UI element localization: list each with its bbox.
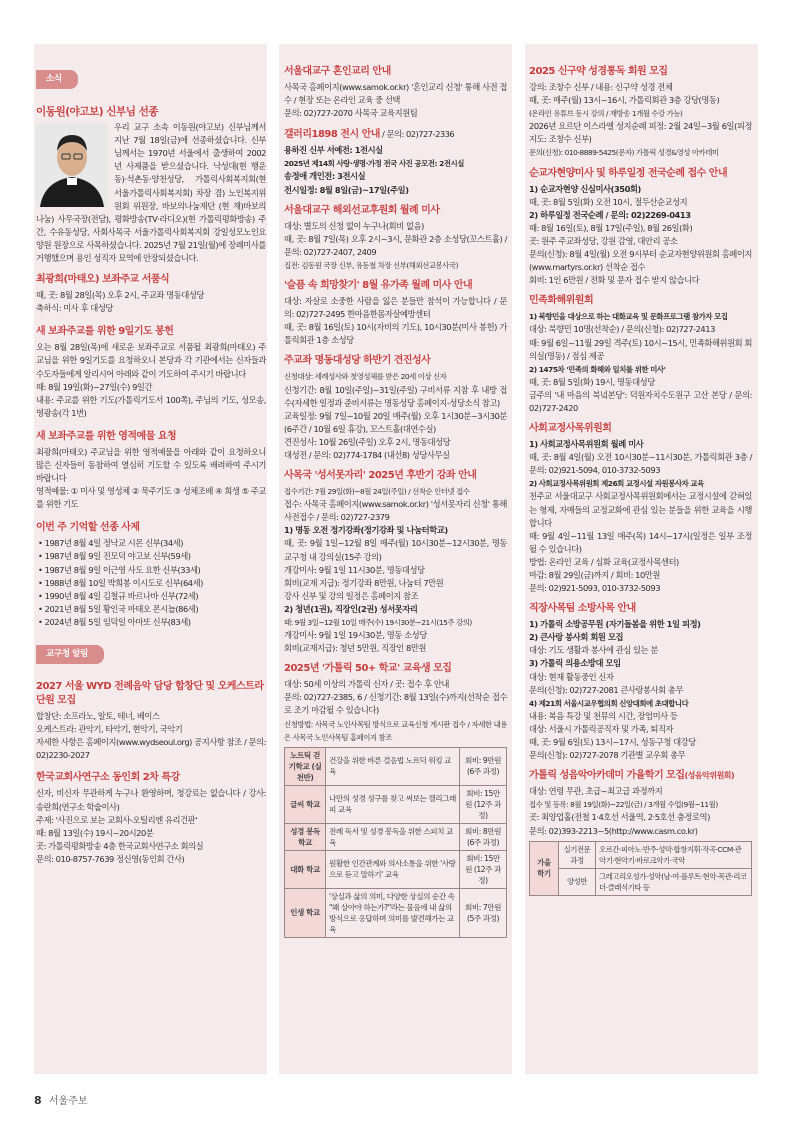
reconciliation-line: 금주의 '내 마음의 북녘본당': 덕원자치수도원구 고산 본당 / 문의: 02)727-2420 xyxy=(529,389,752,413)
bible-course-line: 회비(교재지급): 청년 5만원, 직장인 8만원 xyxy=(284,643,426,654)
bereaved-mass-body: 대상: 자살로 소중한 사람을 잃은 분들만 참석이 가능합니다 / 문의: 02)727-2495 한마음한몸자살예방센터 xyxy=(284,296,507,320)
church-history-date: 때: 8월 13일(수) 19시~20시20분 xyxy=(36,827,154,838)
reconciliation-line: 때, 곳: 8월 5일(화) 19시, 명동대성당 xyxy=(529,376,655,387)
correction-line: 방법: 온라인 교육 / 심화 교육(교정사목센터) xyxy=(529,556,679,567)
gallery-title-text: 갤러리1898 전시 안내 xyxy=(284,129,380,141)
church-history-title: 한국교회사연구소 동인회 2차 특강 xyxy=(36,772,180,784)
obituary-body: 우리 교구 소속 이동원(야고보) 신부님께서 지난 7월 18일(금)에 선종하셨습니다. 신부님께서는 1970년 서울에서 출생하여 2002년 사제품을 받으셨습니다. 낙성대(현 행운동)·석촌동·양천성당, 가톨릭사회복지회(현 서울가톨릭사회복지회) 차장 겸) 노인복지위원회 위원장, 바보의나눔재단 (현 재)바보의 나눔) 사무국장(전담), 평화방송(TV·라디오)(현 가톨릭평화방송) 주간, 수유동성당, 사회사목국 서울가톨릭사회복지회 강일성모노인요양원 원장으로 사목하셨습니다. 2025년 7월 21일(월)에 장례미사를 거행했으며 용인 성직자 묘역에 안장되셨습니다. xyxy=(36,122,266,264)
senior-school-line: 문의: 02)727-2385, 6 / 신청기간: 8월 13일(수)까지(선착순 접수로 조기 마감될 수 있습니다) xyxy=(284,692,507,716)
firefighter-line: 내용: 복음 특강 및 천뮤의 시간, 장엄미사 등 xyxy=(529,710,678,721)
bible-course-sub: 1) 명동 오전 정기강좌(정기강좌 및 나눔터학교) xyxy=(284,525,448,536)
ordination-celebration: 축하식: 미사 후 대성당 xyxy=(36,303,113,314)
correction-line: 때, 곳: 8월 4일(월) 오전 10시30분~11시30분, 가톨릭회관 3층 / 문의: 02)921-5094, 010-3732-5093 xyxy=(529,452,752,476)
novena-title: 새 보좌주교를 위한 9일기도 봉헌 xyxy=(36,326,174,338)
correction-line: 천주교 서울대교구 사회교정사목위원회에서는 교정시설에 갇혀있는 형제, 자매들의 교정교화에 관심 있는 분들을 위한 교육을 시행합니다 xyxy=(529,491,752,528)
priest-portrait xyxy=(36,123,108,207)
table-cell-key: 실기전문 과정 xyxy=(559,841,596,868)
bible-course-line: 개강미사: 9월 1일 11시30분, 명동대성당 xyxy=(284,564,425,575)
table-cell-key: 양성반 xyxy=(559,868,596,895)
confirmation-line: 교육일정: 9월 7일~10월 20일 매주(월) 오후 1시30분~3시30분(6주간 / 10월 6일 휴강), 꼬스트홀(대연수실) xyxy=(284,410,507,434)
bible-reading-line: 2026년 요르단 이스라엘 성지순례 피정: 2월 24일~3월 6일(피정지도: 조창수 신부) xyxy=(529,121,752,145)
gallery-title xyxy=(284,127,507,142)
bible-course-sub: 2) 청년(1권), 직장인(2권) 성서못자리 xyxy=(284,603,418,614)
brand-name: 서울주보 xyxy=(48,1096,88,1107)
table-cell-key: 대화 학교 xyxy=(285,850,326,888)
bible-course-title: 사목국 '성서못자리' 2025년 후반기 강좌 안내 xyxy=(284,470,477,482)
firefighter-line: 대상: 현재 활동중인 신자 xyxy=(529,671,614,682)
bereaved-mass-title: '슬픔 속 희망찾기' 8월 유가족 월례 미사 안내 xyxy=(284,280,473,292)
reconciliation-title: 민족화해위원회 xyxy=(529,295,594,307)
table-cell-fee: 회비: 9만원 (6주 과정) xyxy=(460,747,507,785)
pilgrimage-title: 순교자현양미사 및 하루일정 전국순례 접수 안내 xyxy=(529,167,728,179)
reconciliation-line: 때: 9월 6일~11월 29일 격주(토) 10시~15시, 민족화해위원회 회의실(명동) / 점심 제공 xyxy=(529,337,752,361)
ordination-title: 최광희(마태오) 보좌주교 서품식 xyxy=(36,274,170,286)
confirmation-title: 주교좌 명동대성당 하반기 견진성사 xyxy=(284,355,431,367)
table-cell-key: 성경 봉독학교 xyxy=(285,823,326,850)
gallery-line: 전시일정: 8월 8일(금)~17일(주일) xyxy=(284,184,409,195)
correction-sub: 1) 사회교정사목위원회 월례 미사 xyxy=(529,439,644,450)
pilgrimage-line: 때, 곳: 8월 5일(화) 오전 10시, 절두산순교성지 xyxy=(529,196,688,207)
mission-mass-time: 때, 곳: 8월 7일(목) 오후 2시~3시, 문화관 2층 소성당(꼬스트홀) / 문의: 02)727-2407, 2409 xyxy=(284,233,507,257)
firefighter-line: 문의(신청): 02)727-2078 기관별 교우회 총무 xyxy=(529,750,686,761)
marriage-body: 사목국 홈페이지(www.samok.or.kr) '혼인교리 신청' 통해 사전 접수 / 현장 또는 온라인 교육 중 선택 xyxy=(284,82,507,106)
bible-course-line: 개강미사: 9월 1일 19시30분, 명동 소성당 xyxy=(284,630,427,641)
bible-course-line: 접수: 사목국 홈페이지(www.samok.or.kr) '성서못자리 신청' 통해 사전접수 / 문의: 02)727-2379 xyxy=(284,499,507,523)
spiritual-gift-title: 새 보좌주교를 위한 영적예물 요청 xyxy=(36,430,177,442)
mission-mass-celebrant: 집전: 김동원 국장 신부, 유동철 차장 신부(해외선교봉사국) xyxy=(284,260,459,270)
music-academy-line: 문의: 02)393-2213~5(http://www.casm.co.kr) xyxy=(529,825,698,836)
correction-title: 사회교정사목위원회 xyxy=(529,423,612,435)
table-cell-key: 인생 학교 xyxy=(285,888,326,937)
table-cell-fee: 회비: 15만원 (12주 과정) xyxy=(460,785,507,823)
music-academy-title-text: 가톨릭 성음악아카데미 가을학기 모집 xyxy=(529,770,685,782)
novena-content: 내용: 주교를 위한 기도(가톨릭기도서 100쪽), 주님의 기도, 성모송, 영광송(각 1번) xyxy=(36,394,266,418)
senior-school-line: 신청방법: 사목국 노인사목팀 방식으로 교육신청 게시판 접수 / 자세한 내용은 사목국 노인사목팀 홈페이지 참조 xyxy=(284,719,507,742)
bible-reading-line: 문의(신청): 010-8889-5425(문자) 가톨릭 성경&영성 아카데미 xyxy=(529,148,719,158)
music-academy-line: 대상: 연령 무관, 초급~최고급 과정까지 xyxy=(529,786,663,797)
church-history-topic: 주제: '사진으로 보는 교회사-오틸리엔 유리건판' xyxy=(36,814,198,825)
firefighter-sub: 1) 가톨릭 소방공무원 (자기돌봄을 위한 1일 피정) xyxy=(529,619,701,630)
ordination-time: 때, 곳: 8월 28일(목) 오후 2시, 주교좌 명동대성당 xyxy=(36,290,204,301)
obituary-title: 이동원(야고보) 신부님 선종 xyxy=(36,106,159,119)
pilgrimage-line: 문의(신청): 8월 4일(월) 오전 9시부터 순교자현양위원회 홈페이지(www.martyrs.or.kr) 선착순 접수 xyxy=(529,249,752,273)
music-academy-title xyxy=(529,769,752,783)
pilgrimage-line: 때: 8월 16일(토), 8월 17일(주일), 8월 26일(화) xyxy=(529,222,693,233)
table-cell-value: 그레고리오성가·성악(남·여·플루트·현악·목관·리코더·클래식기타 등 xyxy=(596,868,752,895)
bible-reading-line: 때, 곳: 매주(월) 13시~16시, 가톨릭회관 3층 강당(명동) xyxy=(529,95,720,106)
section-tab-news: 소식 xyxy=(36,70,78,89)
table-row xyxy=(285,888,507,937)
page-footer xyxy=(34,1092,87,1107)
bible-course-line: 때: 9월 3일~12월 10일 매주(수) 19시30분~21시(15주 강의) xyxy=(284,618,472,627)
gallery-line: 2025년 제14회 사랑·생명·가정 전국 사진 공모전: 2전시실 xyxy=(284,159,464,169)
bible-reading-line: 강의: 조창수 신부 / 내용: 신구약 성경 전체 xyxy=(529,82,673,92)
novena-body: 오는 8월 28일(목)에 새로운 보좌주교로 서품될 최광희(마태오) 주교님을 위한 9일기도를 요청하오니 본당과 각 기관에서는 신자들과 수도자들에게 알리시어 아래와 같이 기도하여 주시기 바랍니다 xyxy=(36,342,266,379)
pilgrimage-sub: 1) 순교자현양 신심미사(350회) xyxy=(529,183,641,194)
wyd-orchestra: 오케스트라: 관악기, 타악기, 현악기, 국악기 xyxy=(36,724,183,735)
correction-sub: 2) 사회교정사목위원회 제26회 교정시설 자원봉사자 교육 xyxy=(529,479,704,489)
firefighter-sub: 2) 큰사랑 봉사회 회원 모집 xyxy=(529,632,624,643)
bible-course-line: 때, 곳: 9월 1일~12월 8일 매주(월) 10시30분~12시30분, 명동 교구청 내 강의실(15주 강의) xyxy=(284,538,507,562)
memorial-item: • 1987년 8월 4일 정낙교 시몬 신부(34세) xyxy=(36,537,266,550)
section-tab-notice: 교구청 알림 xyxy=(36,645,104,664)
pilgrimage-sub: 2) 하루일정 전국순례 / 문의: 02)2269-0413 xyxy=(529,209,691,220)
confirmation-line: 신청대상: 세례성사와 첫영성체를 받은 20세 이상 신자 xyxy=(284,372,447,382)
marriage-title: 서울대교구 혼인교리 안내 xyxy=(284,66,391,77)
table-cell-desc: 전례 독서 및 성경 봉독을 위한 스피치 교육 xyxy=(326,823,460,850)
firefighter-line: 대상: 기도 생활과 봉사에 관심 있는 분 xyxy=(529,645,658,656)
table-row xyxy=(530,868,752,895)
table-cell-desc: '상실과 삶의 의미, 다양한 상실의 순간 속 "왜 살아야 하는가?"라는 물음에 내 삶의 방식으로 응답하며 의미를 발견해가는 교육 xyxy=(326,888,460,937)
bible-course-line: 접수기간: 7월 29일(화)~8월 24일(주일) / 선착순 인터넷 접수 xyxy=(284,487,470,497)
firefighter-line: 때, 곳: 9월 6일(토) 13시~17시, 성동구청 대강당 xyxy=(529,737,696,748)
senior-school-title: 2025년 '가톨릭 50+ 학교' 교육생 모집 xyxy=(284,663,452,675)
middle-column xyxy=(284,58,507,938)
table-cell-fee: 회비: 7만원 (5주 과정) xyxy=(460,888,507,937)
table-cell-desc: 건강을 위한 바른 걸음법 노르딕 워킹 교육 xyxy=(326,747,460,785)
novena-date: 때: 8월 19일(화)~27일(수) 9일간 xyxy=(36,381,153,392)
table-row xyxy=(285,823,507,850)
gallery-title-contact: / 문의: 02)727-2336 xyxy=(379,129,455,140)
memorial-item: • 1990년 8월 4일 김철규 바르나바 신부(72세) xyxy=(36,590,266,603)
reconciliation-line: 대상: 북향민 10명(선착순) / 문의(신청): 02)727-2413 xyxy=(529,324,715,335)
marriage-contact: 문의: 02)727-2070 사목국 교육지원팀 xyxy=(284,108,418,119)
confirmation-line: 대성전 / 문의: 02)774-1784 (내선8) 성당사무실 xyxy=(284,449,450,460)
firefighter-title: 직장사목팀 소방사목 안내 xyxy=(529,603,636,615)
table-row xyxy=(285,785,507,823)
gallery-line: 송정애 개인전: 3전시실 xyxy=(284,171,366,182)
obituary-block xyxy=(36,121,266,265)
bereaved-mass-time: 때, 곳: 8월 16일(토) 10시(자비의 기도), 10시30분(미사 봉헌) 가톨릭회관 1층 소성당 xyxy=(284,322,507,346)
senior-school-line: 대상: 50세 이상의 가톨릭 신자 / 곳: 접수 후 안내 xyxy=(284,679,449,690)
bible-reading-title: 2025 신구약 성경통독 회원 모집 xyxy=(529,66,668,77)
church-history-place: 곳: 가톨릭평화방송 4층 한국교회사연구소 회의실 xyxy=(36,840,204,851)
church-history-contact: 문의: 010-8757-7639 정신영(동인회 간사) xyxy=(36,853,185,864)
table-cell-semester: 가을 학기 xyxy=(530,841,559,895)
table-cell-fee: 회비: 15만원 (12주 과정) xyxy=(460,850,507,888)
memorial-title: 이번 주 기억할 선종 사제 xyxy=(36,522,140,534)
correction-line: 문의: 02)921-5093, 010-3732-5093 xyxy=(529,583,661,594)
memorial-item: • 1988년 8월 10일 박희봉 이시도로 신부(64세) xyxy=(36,577,266,590)
wyd-contact: 자세한 사항은 홈페이지(www.wydseoul.org) 공지사항 참조 / 문의: 02)2230-2027 xyxy=(36,737,266,761)
wyd-choir: 합창단: 소프라노, 알토, 테너, 베이스 xyxy=(36,711,160,722)
table-cell-desc: 원활한 인간관계와 의사소통을 위한 '사랑으로 듣고 말하기' 교육 xyxy=(326,850,460,888)
spiritual-gift-body: 최광희(마태오) 주교님을 위한 영적예물을 아래와 같이 요청하오니 많은 신자들이 동참하여 열심히 기도할 수 있도록 배려하여 주시기 바랍니다 xyxy=(36,446,266,484)
bible-course-line: 강사 신부 및 강의 일정은 홈페이지 참조 xyxy=(284,590,419,601)
gallery-line: 용하진 신부 서예전: 1전시실 xyxy=(284,145,383,156)
memorial-item: • 2021년 8월 5일 황인국 마태오 몬시뇰(86세) xyxy=(36,603,266,616)
pilgrimage-line: 회비: 1인 6만원 / 전화 및 문자 접수 받지 않습니다 xyxy=(529,275,700,286)
mission-mass-title: 서울대교구 해외선교후원회 월례 미사 xyxy=(284,204,440,216)
wyd-title: 2027 서울 WYD 전례음악 담당 합창단 및 오케스트라 단원 모집 xyxy=(36,681,264,707)
left-column xyxy=(36,50,266,866)
table-row xyxy=(285,747,507,785)
music-academy-line: 곳: 최양업홀(전철 1·4호선 서울역, 2·5호선 충정로역) xyxy=(529,812,710,823)
music-academy-title-suffix: (성음악위원회) xyxy=(684,771,735,781)
table-cell-key: 글씨 학교 xyxy=(285,785,326,823)
memorial-item: • 2024년 8월 5일 임덕일 아마또 신부(83세) xyxy=(36,616,266,629)
page-number: 8 xyxy=(34,1094,42,1107)
table-cell-fee: 회비: 8만원 (6주 과정) xyxy=(460,823,507,850)
reconciliation-sub: 2) 1475차 '민족의 화해와 일치를 위한 미사' xyxy=(529,364,666,374)
right-column xyxy=(529,58,752,896)
table-cell-value: 오르간·피아노·반주·성악·합창지휘·작곡·CCM·관악기·현악기·바로크악기·국악 xyxy=(596,841,752,868)
bible-course-line: 회비(교재 지급): 정기강좌 8만원, 나눔터 7만원 xyxy=(284,577,444,588)
table-cell-key: 노트틱 걷기학교 (실천반) xyxy=(285,747,326,785)
table-row xyxy=(530,841,752,868)
firefighter-sub: 3) 가톨릭 의용소방대 모임 xyxy=(529,658,621,669)
firefighter-line: 문의(신청): 02)727-2081 큰사랑봉사회 총무 xyxy=(529,684,684,695)
firefighter-line: 대상: 서울시 가톨릭공직자 및 가족, 퇴직자 xyxy=(529,723,674,734)
firefighter-sub: 4) 제21회 서울시교우협의회 신앙대회에 초대합니다 xyxy=(529,698,689,708)
table-cell-desc: 나만의 성경 성구를 찾고 써보는 캘리그래피 교육 xyxy=(326,785,460,823)
correction-line: 때: 9월 4일~11월 13일 매주(목) 14시~17시(일정은 일부 조정될 수 있습니다) xyxy=(529,530,752,554)
spiritual-gift-list: 영적예물: ① 미사 및 영성체 ② 묵주기도 ③ 성체조배 ④ 희생 ⑤ 주교를 위한 기도 xyxy=(36,486,266,510)
memorial-item: • 1987년 8월 9일 진모덕 야고보 신부(59세) xyxy=(36,550,266,563)
confirmation-line: 신청기간: 8월 10일(주일)~31일(주일) 구비서류 지참 후 내방 접수(자세한 일정과 준비서류는 명동성당 홈페이지-성당소식 참고) xyxy=(284,384,507,408)
table-row xyxy=(285,850,507,888)
mission-mass-target: 대상: 별도의 신청 없이 누구나(회비 없음) xyxy=(284,220,424,231)
church-history-body: 신자, 비신자 무관하게 누구나 환영하며, 청강료는 없습니다 / 강사: 송란희(연구소 학술이사) xyxy=(36,788,266,812)
music-academy-table xyxy=(529,841,752,896)
senior-school-table xyxy=(284,747,507,938)
bible-reading-line: (온라인 유튜브 동시 강의 / 재방송 1개월 수강 가능) xyxy=(529,109,683,119)
pilgrimage-line: 곳: 원주 주교좌성당, 강원 감영, 대안리 공소 xyxy=(529,235,678,246)
memorial-item: • 1987년 8월 9일 이근영 사도 요한 신부(33세) xyxy=(36,564,266,577)
music-academy-line: 접수 및 등록: 8월 19일(화)~22일(금) / 3개월 수업(9월~11월) xyxy=(529,800,718,810)
correction-line: 마감: 8월 29일(금)까지 / 회비: 10만원 xyxy=(529,570,660,580)
reconciliation-sub: 1) 북향민을 대상으로 하는 대화교육 및 문화프로그램 참가자 모집 xyxy=(529,312,728,322)
confirmation-line: 견진성사: 10월 26일(주일) 오후 2시, 명동대성당 xyxy=(284,436,451,447)
